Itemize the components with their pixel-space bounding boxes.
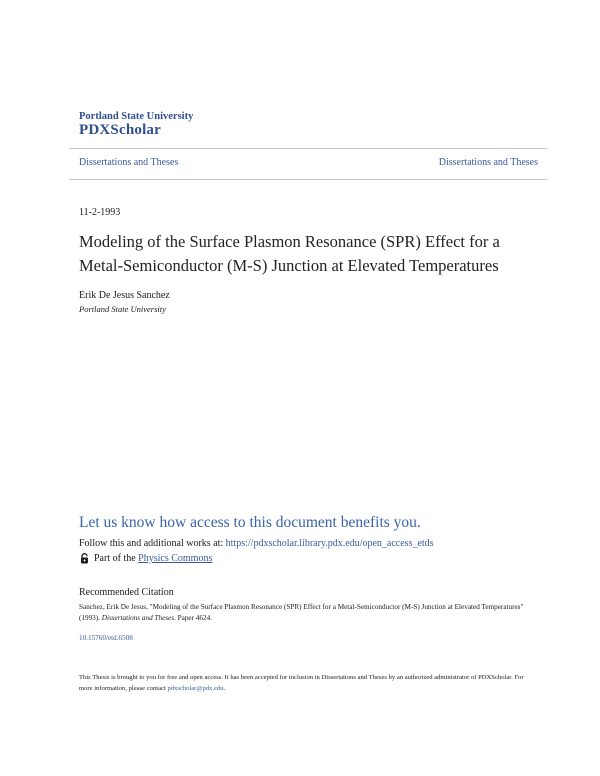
follow-line: [79, 538, 434, 549]
author-name: Erik De Jesus Sanchez: [79, 290, 170, 301]
notice-text: This Thesis is brought to you for free and open access. It has been accepted for inclusion in Dissertations and Theses by an authorized administrator of PDXScholar. For more information, please contact: [79, 674, 524, 692]
author-affiliation: Portland State University: [79, 304, 166, 314]
collection-link-left[interactable]: Dissertations and Theses: [79, 157, 179, 168]
contact-email-link[interactable]: pdxscholar@pdx.edu: [167, 685, 224, 692]
document-title: Modeling of the Surface Plasmon Resonance (SPR) Effect for a Metal-Semiconductor (M-S) Junction at Elevated Temperatures: [79, 232, 500, 275]
physics-commons-link[interactable]: Physics Commons: [138, 553, 213, 564]
recommended-citation-heading: Recommended Citation: [79, 587, 174, 598]
notice-end: .: [223, 685, 226, 692]
pdxscholar-logo-text[interactable]: PDXScholar: [79, 122, 161, 138]
top-divider: [70, 148, 548, 149]
follow-label: Follow this and additional works at:: [79, 538, 226, 549]
citation-text: [79, 602, 529, 624]
access-notice: [79, 672, 529, 694]
bottom-divider: [70, 179, 548, 180]
repository-url-link[interactable]: https://pdxscholar.library.pdx.edu/open_access_etds: [225, 538, 434, 549]
part-of-label: Part of the: [94, 553, 139, 564]
collection-link-right[interactable]: Dissertations and Theses: [438, 157, 538, 168]
publication-date: 11-2-1993: [79, 207, 121, 218]
doi-link[interactable]: 10.15760/etd.6508: [79, 634, 133, 642]
benefit-feedback-link[interactable]: Let us know how access to this document benefits you.: [79, 514, 421, 531]
open-access-icon: [79, 553, 90, 564]
citation-series: Dissertations and Theses: [101, 614, 175, 622]
university-name: Portland State University: [79, 111, 194, 122]
part-of-line: [79, 553, 212, 564]
citation-paper: . Paper 4624.: [174, 614, 212, 622]
citation-main: Sanchez, Erik De Jesus, "Modeling of the Surface Plasmon Resonance (SPR) Effect for a Metal-Semiconductor (M-S) Junction at Elevated Temperatures" (1993).: [79, 603, 524, 622]
